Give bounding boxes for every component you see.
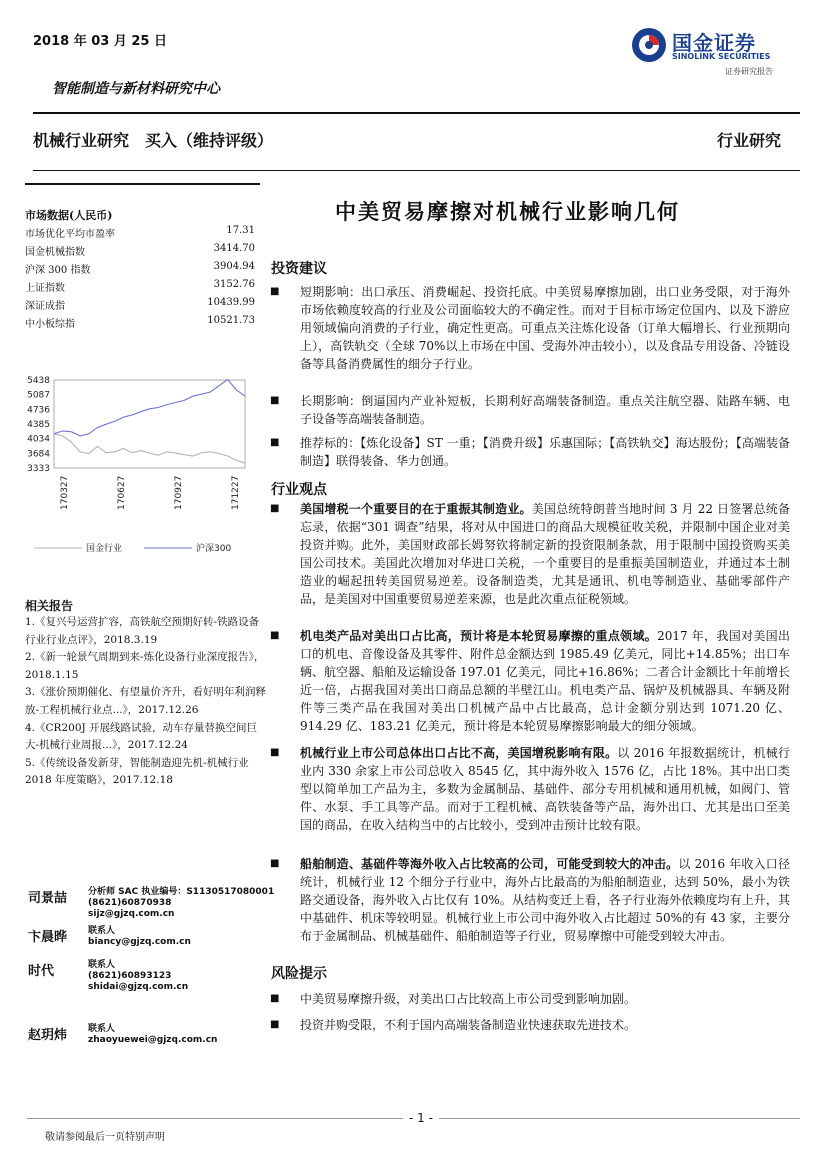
analyst-email[interactable]: shidai@gjzq.com.cn — [88, 982, 189, 992]
market-row — [25, 279, 255, 294]
market-value: 3904.94 — [213, 261, 255, 272]
related-reports-list — [25, 614, 269, 790]
market-label: 中小板综指 — [25, 319, 75, 330]
y-tick-label: 4736 — [27, 405, 50, 416]
paragraph — [270, 627, 790, 735]
analyst-info — [88, 887, 274, 920]
paragraph-text: 以 2016 年报数据统计，机械行业内 330 余家上市公司总收入 8545 亿，其中海外收入 1576 亿，占比 18%。其中出口类型以简单加工产品为主，多数为金属制品、基础件、部分专用机械和通用机械，如阀门、管件、水泵、手工具等产品。而对于工程机械、高铁装备等产品，海外出口、尤其是出口至美国的商品，在收入结构当中的占比较小，受到冲击预计比较有限。 — [300, 746, 790, 832]
y-tick-label: 5087 — [27, 390, 50, 401]
y-tick-label: 3333 — [27, 464, 50, 474]
market-value: 3414.70 — [213, 243, 255, 254]
bullet-icon: ■ — [270, 858, 280, 869]
chart-plot-frame — [54, 380, 245, 468]
related-report-item[interactable]: 5.《传统设备发新芽，智能制造迎先机-机械行业 2018 年度策略》，2017.12.18 — [25, 756, 249, 787]
paragraph — [270, 392, 790, 428]
analyst-block — [25, 1024, 275, 1054]
analyst-line: 联系人 — [88, 1024, 116, 1034]
paragraph-text: 2017 年，我国对美国出口的机电、音像设备及其零件、附件总金额达到 1985.49 亿美元，同比+14.85%；出口车辆、航空器、船舶及运输设备 197.01 亿美元，同比+16.86%；二者合计金额比十年前增长近一倍，占据我国对美出口商品总额的半壁江山。机电类产品、锅炉及机械器具、车辆及附件等三类产品在我国对美出口机械产品中占比最高，总计金额分别达到 1071.20 亿、914.29 亿、183.21 亿美元，预计将是本轮贸易摩擦影响最大的细分领域。 — [300, 629, 790, 733]
bullet-icon: ■ — [270, 1019, 280, 1030]
paragraph — [270, 990, 790, 1008]
market-value: 10521.73 — [207, 315, 255, 326]
logo-cn-text: 国金证券 — [672, 31, 756, 55]
market-value: 17.31 — [226, 225, 255, 236]
sidebar-divider — [25, 183, 260, 185]
analyst-line: (8621)60893123 — [88, 971, 172, 981]
paragraph-lead: 机械行业上市公司总体出口占比不高，美国增税影响有限。 — [300, 746, 618, 760]
bullet-icon: ■ — [270, 630, 280, 641]
paragraph-lead: 机电类产品对美出口占比高，预计将是本轮贸易摩擦的重点领域。 — [300, 629, 658, 643]
analyst-line: 联系人 — [88, 960, 116, 970]
logo-tag: 证券研究报告 — [725, 67, 773, 76]
sinolink-logo — [630, 24, 795, 86]
market-label: 上证指数 — [25, 283, 65, 294]
disclaimer: 敬请参阅最后一页特别声明 — [45, 1132, 165, 1143]
market-row — [25, 225, 255, 240]
paragraph-text: 以 2016 年收入口径统计，机械行业 12 个细分子行业中，海外占比最高的为船舶制造业，达到 50%，最小为铁路交通设备，海外收入占比仅有 10%。从结构变迁上看，各子行业海外依赖度均有上升，其中基础件、机床等较明显。机械行业上市公司中海外收入占比超过 50%的有 43 家，主要分布于金属制品、机械基础件、船舶制造等子行业，贸易摩擦中可能受到较大冲击。 — [300, 857, 790, 943]
bullet-icon: ■ — [270, 286, 280, 297]
analyst-name: 赵玥炜 — [28, 1028, 68, 1043]
analyst-info — [88, 926, 191, 948]
analyst-line: 分析师 SAC 执业编号：S1130517080001 — [88, 887, 275, 897]
report-title: 中美贸易摩擦对机械行业影响几何 — [335, 199, 680, 224]
analyst-name: 时代 — [28, 964, 55, 979]
analyst-name: 卞晨晔 — [28, 930, 68, 945]
header-divider-2 — [33, 170, 800, 171]
market-label: 沪深 300 指数 — [25, 265, 91, 276]
x-tick-label: 170327 — [60, 475, 70, 510]
analyst-name: 司景喆 — [28, 891, 68, 906]
analyst-block — [25, 887, 275, 927]
related-report-item[interactable]: 2.《新一轮景气周期到来-炼化设备行业深度报告》，2018.1.15 — [25, 651, 265, 681]
legend-label: 国金行业 — [86, 544, 123, 554]
page-number: - 1 - — [403, 1111, 439, 1125]
bullet-icon: ■ — [270, 747, 280, 758]
paragraph-text: 长期影响：倒逼国内产业补短板，长期利好高端装备制造。重点关注航空器、陆路车辆、电子设备等高端装备制造。 — [300, 394, 790, 426]
x-tick-label: 170627 — [117, 475, 127, 510]
analyst-email[interactable]: zhaoyuewei@gjzq.com.cn — [88, 1035, 218, 1045]
analyst-block — [25, 926, 275, 956]
y-tick-label: 4385 — [27, 420, 50, 431]
index-line-chart — [20, 368, 260, 558]
market-row — [25, 315, 255, 330]
analyst-line: 联系人 — [88, 926, 116, 936]
logo-icon — [630, 26, 668, 64]
paragraph — [270, 1016, 790, 1034]
bullet-icon: ■ — [270, 395, 280, 406]
x-tick-label: 170927 — [174, 475, 184, 510]
paragraph-text: 美国总统特朗普当地时间 3 月 22 日签署总统备忘录，依据“301 调查”结果，将对从中国进口的商品大规模征收关税，并限制中国企业对美投资并购。此外，美国财政部长姆努钦将制定新的投资限制条款，用于限制中国投资购买美国公司技术。美国此次增加对华进口关税，一个重要目的是重振美国制造业，并通过本土制造业的崛起扭转美国贸易逆差。设备制造类，尤其是通讯、机电等制造业、基础零部件产品，是美国对中国重要贸易逆差来源，也是此次重点征税领域。 — [300, 502, 790, 606]
section-heading: 投资建议 — [271, 261, 327, 277]
analyst-info — [88, 960, 188, 993]
y-tick-label: 5438 — [27, 376, 50, 386]
market-row — [25, 261, 255, 276]
research-center: 智能制造与新材料研究中心 — [52, 81, 220, 97]
related-report-item[interactable]: 4.《CR200J 开展线路试验，动车存量替换空间巨大-机械行业周报...》，2017.12.24 — [25, 721, 258, 752]
logo-en-text: SINOLINK SECURITIES — [672, 52, 771, 61]
analyst-block — [25, 960, 275, 1000]
series-line — [54, 434, 245, 463]
paragraph-text: 投资并购受限，不利于国内高端装备制造业快速获取先进技术。 — [300, 1018, 637, 1032]
related-report-item[interactable]: 3.《涨价预期催化、有望量价齐升，看好明年利润释放-工程机械行业点...》，2017.12.26 — [25, 686, 267, 716]
legend-label: 沪深300 — [196, 544, 232, 554]
market-value: 10439.99 — [207, 297, 255, 308]
market-value: 3152.76 — [213, 279, 255, 290]
analyst-line: (8621)60870938 — [88, 898, 172, 908]
x-tick-label: 171227 — [231, 475, 241, 510]
market-data-title: 市场数据(人民币) — [25, 209, 113, 222]
paragraph-lead: 美国增税一个重要目的在于重振其制造业。 — [300, 502, 532, 516]
report-date: 2018 年 03 月 25 日 — [33, 34, 167, 49]
paragraph-lead: 船舶制造、基础件等海外收入占比较高的公司，可能受到较大的冲击。 — [300, 857, 679, 871]
report-type: 行业研究 — [716, 131, 781, 150]
market-label: 深证成指 — [25, 301, 65, 312]
series-line — [54, 380, 245, 436]
bullet-icon: ■ — [270, 503, 280, 514]
related-reports-title: 相关报告 — [25, 599, 74, 613]
y-tick-label: 3684 — [27, 449, 50, 460]
related-report-item[interactable]: 1.《复兴号运营扩容，高铁航空预期好转-铁路设备行业行业点评》，2018.3.19 — [25, 616, 260, 646]
bullet-icon: ■ — [270, 437, 280, 448]
header-divider — [33, 112, 800, 114]
y-tick-label: 4034 — [27, 434, 50, 445]
paragraph — [270, 744, 790, 834]
market-row — [25, 243, 255, 258]
paragraph-text: 推荐标的：【炼化设备】ST 一重；【消费升级】乐惠国际；【高铁轨交】海达股份；【高端装备制造】联得装备、华力创通。 — [300, 436, 790, 468]
analyst-info — [88, 1024, 217, 1046]
paragraph — [270, 855, 790, 945]
market-row — [25, 297, 255, 312]
section-heading: 行业观点 — [271, 482, 327, 498]
paragraph — [270, 434, 790, 470]
market-label: 市场优化平均市盈率 — [25, 229, 115, 240]
paragraph-text: 短期影响：出口承压、消费崛起、投资托底。中美贸易摩擦加剧，出口业务受限，对于海外市场依赖度较高的行业及公司面临较大的不确定性。而对于目标市场定位国内、以及下游应用领域偏向消费的子行业，确定性更高。可重点关注炼化设备（订单大幅增长、行业预期向上），高铁轨交（全球 70%以上市场在中国、受海外冲击较小），以及食品专用设备、冷链设备等具备消费属性的细分子行业。 — [300, 285, 790, 371]
paragraph — [270, 500, 790, 608]
bullet-icon: ■ — [270, 993, 280, 1004]
paragraph — [270, 283, 790, 373]
market-label: 国金机械指数 — [25, 247, 85, 258]
analyst-email[interactable]: biancy@gjzq.com.cn — [88, 937, 191, 947]
analyst-email[interactable]: sijz@gjzq.com.cn — [88, 909, 175, 919]
section-heading: 风险提示 — [271, 966, 327, 982]
paragraph-text: 中美贸易摩擦升级，对美出口占比较高上市公司受到影响加剧。 — [300, 992, 637, 1006]
industry-rating: 机械行业研究 买入（维持评级） — [33, 131, 274, 150]
